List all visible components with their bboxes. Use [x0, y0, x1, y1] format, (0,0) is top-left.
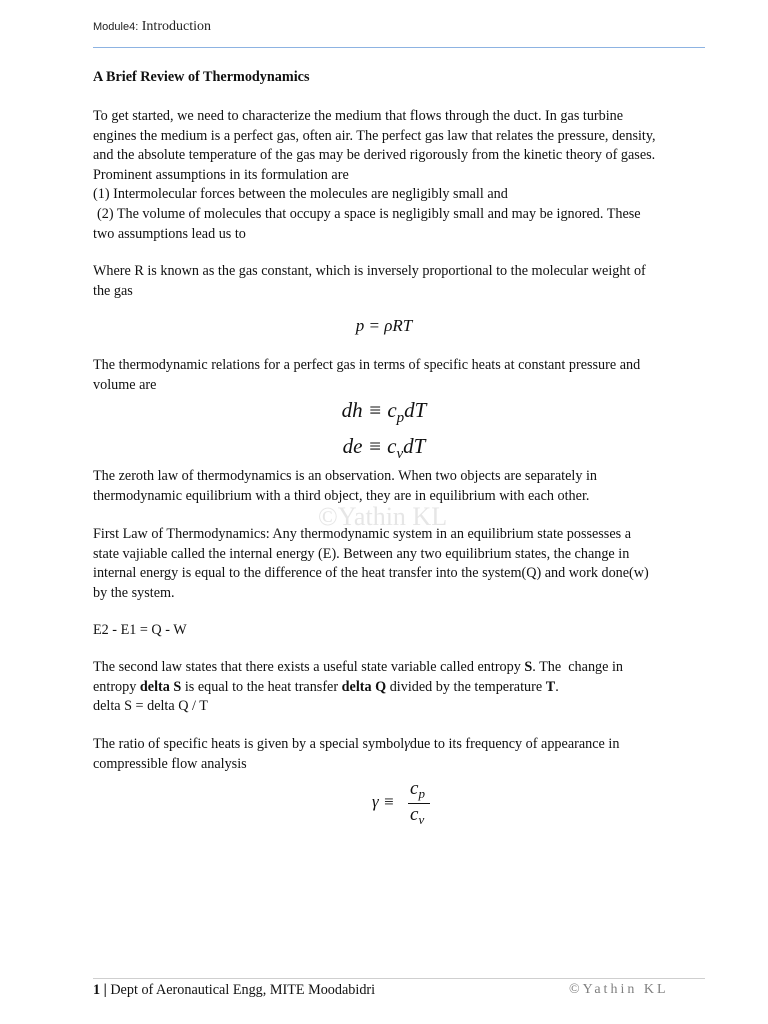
paragraph-first-law: [93, 525, 704, 603]
paragraph-specific-heats: [93, 356, 704, 395]
equation-internal-energy: [0, 434, 768, 463]
text-line: Where R is known as the gas constant, which is inversely proportional to the molecular weight of: [93, 263, 646, 279]
header-separator: :: [135, 21, 139, 33]
bold-term: delta S: [139, 678, 182, 695]
equation-part: c: [410, 804, 419, 825]
text-line: state vajiable called the internal energy (E). Between any two equilibrium states, the change in: [93, 545, 630, 562]
text-line: [93, 735, 704, 755]
text-line: delta S = delta Q / T: [93, 698, 208, 715]
text-line: thermodynamic equilibrium with a third object, they are in equilibrium with each other.: [93, 487, 590, 504]
footer-copyright: ©Yathin KL: [569, 982, 669, 997]
text-line: engines the medium is a perfect gas, often air. The perfect gas law that relates the pressure, density,: [93, 127, 656, 144]
equation-first-law: E2 - E1 = Q - W: [93, 622, 187, 638]
footer-divider: [93, 978, 705, 979]
paragraph-intro: [93, 107, 704, 244]
text-line: Prominent assumptions in its formulation are: [93, 166, 349, 183]
bold-term: S: [524, 659, 533, 675]
gamma-symbol: γ: [404, 736, 410, 752]
text-span: The second law states that there exists a useful state variable called entropy: [93, 659, 525, 675]
equation-enthalpy: [0, 398, 768, 427]
footer-department: Dept of Aeronautical Engg, MITE Moodabidri: [110, 982, 376, 998]
text-line: internal energy is equal to the difference of the heat transfer into the system(Q) and work done(w): [93, 565, 649, 582]
paragraph-gas-constant: [93, 262, 704, 301]
text-line: [93, 678, 704, 698]
section-title: A Brief Review of Thermodynamics: [93, 69, 310, 85]
text-span: entropy: [93, 678, 140, 695]
equation-subscript: p: [418, 786, 425, 801]
equation-subscript: v: [418, 812, 425, 827]
equation-part: dT: [404, 398, 427, 422]
text-span: divided by the temperature: [386, 678, 546, 695]
equation-subscript: v: [396, 446, 404, 462]
fraction-numerator: [410, 778, 425, 802]
text-span: is equal to the heat transfer: [181, 678, 342, 695]
equation-subscript: p: [396, 410, 405, 426]
bold-term: delta Q: [341, 678, 387, 695]
header-title: Introduction: [141, 19, 211, 34]
text-span: The ratio of specific heats is given by a special symbol: [93, 736, 405, 752]
text-line: two assumptions lead us to: [93, 225, 246, 242]
text-line: volume are: [93, 376, 157, 393]
text-line: and the absolute temperature of the gas may be derived rigorously from the kinetic theory of gases.: [93, 147, 656, 164]
equation-part: c: [410, 778, 419, 799]
text-line: (2) The volume of molecules that occupy a space is negligibly small and may be ignored. These: [97, 205, 641, 222]
page-header: [93, 19, 705, 35]
text-line: compressible flow analysis: [93, 755, 247, 772]
fraction-denominator: [410, 804, 424, 828]
bold-term: T: [545, 678, 556, 695]
page-footer: [93, 982, 375, 999]
text-span: .: [555, 678, 559, 695]
equation-part: dT: [403, 434, 426, 458]
watermark: ©Yathin KL: [318, 502, 448, 531]
header-divider: [93, 47, 705, 48]
text-line: by the system.: [93, 584, 175, 601]
paragraph-second-law: [93, 658, 704, 717]
equation-part: de ≡ c: [342, 434, 397, 458]
text-line: To get started, we need to characterize the medium that flows through the duct. In gas turbine: [93, 108, 624, 124]
text-line: (1) Intermolecular forces between the molecules are negligibly small and: [93, 186, 508, 203]
paragraph-zeroth-law: [93, 467, 704, 506]
text-line: The thermodynamic relations for a perfect gas in terms of specific heats at constant pressure and: [93, 357, 641, 373]
equation-gas-law: p = ρRT: [355, 316, 413, 335]
equation-part: dh ≡ c: [341, 398, 397, 422]
text-span: due to its frequency of appearance in: [409, 736, 620, 752]
text-span: . The change in: [532, 659, 624, 675]
equation-lhs: γ ≡: [372, 792, 395, 811]
text-line: [93, 658, 704, 678]
text-line: First Law of Thermodynamics: Any thermodynamic system in an equilibrium state possesses a: [93, 526, 631, 542]
page-number: 1: [93, 982, 101, 998]
footer-separator: |: [100, 982, 111, 998]
text-line: The zeroth law of thermodynamics is an observation. When two objects are separately in: [93, 468, 598, 484]
module-label: Module4: [93, 21, 136, 33]
paragraph-specific-heat-ratio: [93, 735, 704, 774]
text-line: the gas: [93, 282, 133, 299]
